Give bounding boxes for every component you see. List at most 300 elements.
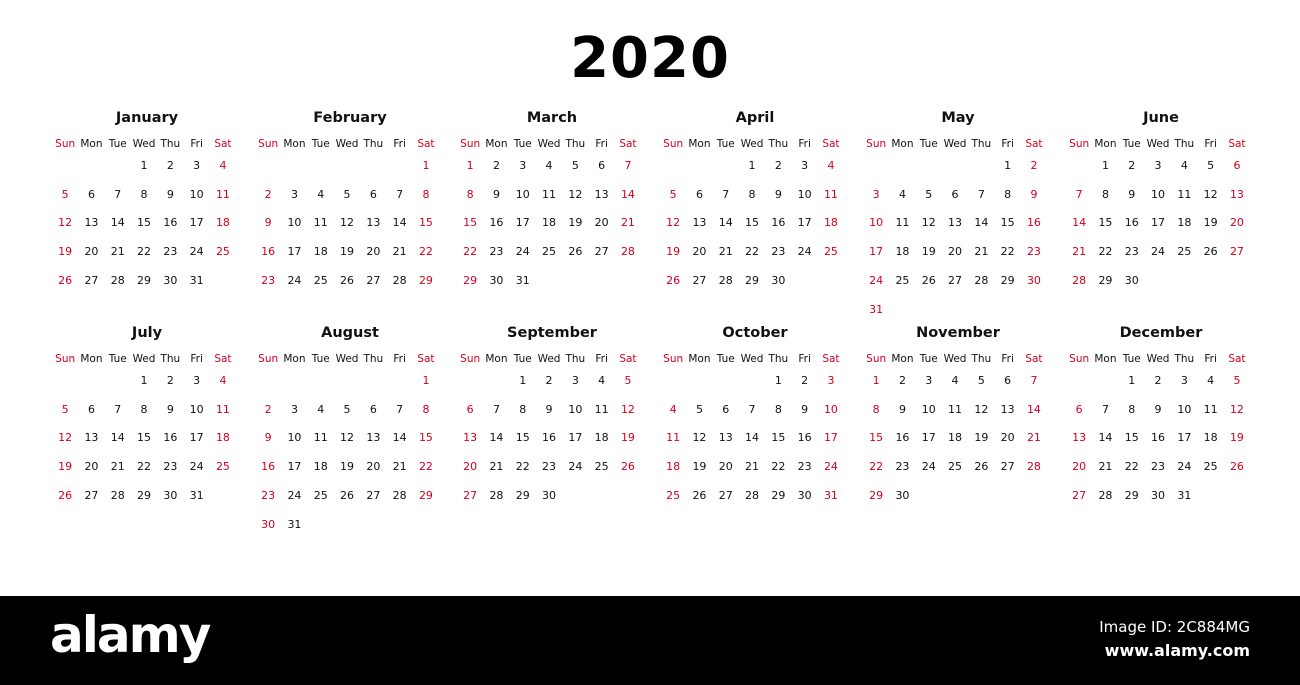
day-cell: 28 — [110, 273, 125, 287]
day-cell: 23 — [1026, 245, 1041, 259]
day-cell: 16 — [1026, 216, 1041, 230]
day-cell: 4 — [951, 374, 959, 387]
alamy-logo: alamy — [50, 606, 210, 664]
day-cell: 16 — [1124, 216, 1139, 230]
day-cell: 8 — [1128, 402, 1136, 416]
day-cell: 8 — [1004, 187, 1012, 201]
day-cell: 25 — [215, 460, 230, 474]
day-cell: 31 — [515, 273, 530, 287]
day-cell: 28 — [1026, 460, 1041, 474]
day-cell: 2 — [166, 374, 174, 387]
weekday-header: Mon — [485, 353, 508, 365]
day-cell: 31 — [287, 517, 302, 531]
day-cell: 30 — [1124, 273, 1139, 287]
weekday-header: Fri — [1204, 353, 1217, 365]
day-cell: 29 — [418, 273, 433, 287]
day-cell: 13 — [84, 216, 99, 230]
weekday-header: Thu — [363, 138, 384, 150]
weekday-header: Thu — [565, 138, 586, 150]
day-cell: 28 — [620, 245, 635, 259]
day-cell: 17 — [921, 431, 936, 445]
day-cell: 18 — [823, 216, 838, 230]
weekday-header: Sun — [866, 138, 887, 150]
weekday-header: Sun — [258, 353, 279, 365]
day-cell: 20 — [366, 245, 381, 259]
day-cell: 2 — [1154, 374, 1162, 387]
day-cell: 26 — [568, 245, 583, 259]
day-cell: 10 — [1177, 402, 1192, 416]
day-cell: 22 — [1124, 460, 1139, 474]
day-cell: 6 — [1233, 159, 1241, 172]
weekday-header: Sat — [822, 353, 840, 365]
day-cell: 7 — [396, 187, 404, 201]
day-cell: 19 — [666, 245, 681, 259]
day-cell: 7 — [624, 159, 632, 172]
day-cell: 22 — [515, 460, 530, 474]
day-cell: 7 — [1075, 187, 1083, 201]
day-cell: 26 — [620, 460, 635, 474]
day-cell: 13 — [84, 431, 99, 445]
day-cell: 14 — [110, 216, 125, 230]
weekday-header: Mon — [891, 353, 914, 365]
day-cell: 20 — [366, 460, 381, 474]
day-cell: 20 — [594, 216, 609, 230]
weekday-header: Fri — [190, 353, 203, 365]
day-cell: 1 — [519, 374, 527, 387]
day-cell: 8 — [422, 402, 430, 416]
day-cell: 29 — [137, 273, 152, 287]
day-cell: 13 — [948, 216, 963, 230]
day-cell: 20 — [1000, 431, 1015, 445]
day-cell: 2 — [545, 374, 553, 387]
day-cell: 27 — [1072, 488, 1087, 502]
weekday-header: Tue — [716, 138, 735, 150]
weekday-header: Sat — [619, 138, 637, 150]
day-cell: 21 — [489, 460, 504, 474]
day-cell: 27 — [1229, 245, 1244, 259]
weekday-header: Wed — [1146, 353, 1170, 365]
day-cell: 30 — [1151, 488, 1166, 502]
day-cell: 1 — [1101, 159, 1109, 172]
day-cell: 4 — [317, 402, 325, 416]
day-cell: 3 — [193, 159, 201, 172]
day-cell: 11 — [542, 187, 557, 201]
month-name: June — [1143, 110, 1179, 126]
day-cell: 10 — [515, 187, 530, 201]
day-cell: 16 — [542, 431, 557, 445]
day-cell: 17 — [189, 431, 204, 445]
day-cell: 2 — [801, 374, 809, 387]
day-cell: 11 — [313, 431, 328, 445]
day-cell: 16 — [163, 431, 178, 445]
weekday-header: Thu — [160, 138, 181, 150]
day-cell: 8 — [872, 402, 880, 416]
day-cell: 16 — [489, 216, 504, 230]
day-cell: 30 — [163, 488, 178, 502]
day-cell: 28 — [489, 488, 504, 502]
weekday-header: Sun — [55, 138, 76, 150]
weekday-header: Tue — [311, 353, 330, 365]
weekday-header: Sat — [417, 138, 435, 150]
day-cell: 6 — [466, 402, 474, 416]
weekday-header: Sat — [1025, 138, 1043, 150]
day-cell: 18 — [666, 460, 681, 474]
day-cell: 20 — [1229, 216, 1244, 230]
day-cell: 3 — [290, 402, 298, 416]
day-cell: 9 — [492, 187, 500, 201]
day-cell: 30 — [489, 273, 504, 287]
day-cell: 22 — [1098, 245, 1113, 259]
day-cell: 2 — [264, 187, 272, 201]
day-cell: 17 — [797, 216, 812, 230]
weekday-header: Thu — [565, 353, 586, 365]
day-cell: 18 — [1177, 216, 1192, 230]
weekday-header: Tue — [108, 138, 127, 150]
day-cell: 18 — [895, 245, 910, 259]
day-cell: 24 — [287, 273, 302, 287]
day-cell: 11 — [1177, 187, 1192, 201]
day-cell: 5 — [1207, 159, 1215, 172]
footer-bar — [0, 596, 1300, 685]
day-cell: 4 — [598, 374, 606, 387]
day-cell: 22 — [463, 245, 478, 259]
weekday-header: Thu — [768, 353, 789, 365]
day-cell: 6 — [1075, 402, 1083, 416]
day-cell: 12 — [666, 216, 681, 230]
day-cell: 27 — [948, 273, 963, 287]
day-cell: 4 — [898, 187, 906, 201]
day-cell: 3 — [571, 374, 579, 387]
weekday-header: Wed — [943, 138, 967, 150]
day-cell: 6 — [369, 402, 377, 416]
site-url: www.alamy.com — [1104, 641, 1250, 660]
day-cell: 8 — [466, 187, 474, 201]
weekday-header: Tue — [311, 138, 330, 150]
day-cell: 5 — [669, 187, 677, 201]
weekday-header: Sun — [258, 138, 279, 150]
day-cell: 7 — [492, 402, 500, 416]
weekday-header: Mon — [80, 353, 103, 365]
day-cell: 30 — [771, 273, 786, 287]
weekday-header: Thu — [768, 138, 789, 150]
day-cell: 10 — [921, 402, 936, 416]
day-cell: 9 — [1154, 402, 1162, 416]
weekday-header: Mon — [688, 138, 711, 150]
day-cell: 8 — [774, 402, 782, 416]
day-cell: 17 — [568, 431, 583, 445]
weekday-header: Sat — [214, 138, 232, 150]
day-cell: 16 — [1151, 431, 1166, 445]
day-cell: 22 — [137, 245, 152, 259]
day-cell: 19 — [1229, 431, 1244, 445]
day-cell: 21 — [974, 245, 989, 259]
day-cell: 12 — [921, 216, 936, 230]
day-cell: 25 — [542, 245, 557, 259]
day-cell: 8 — [140, 402, 148, 416]
day-cell: 4 — [317, 187, 325, 201]
day-cell: 15 — [418, 216, 433, 230]
weekday-header: Fri — [798, 353, 811, 365]
day-cell: 23 — [771, 245, 786, 259]
day-cell: 28 — [974, 273, 989, 287]
day-cell: 29 — [1098, 273, 1113, 287]
weekday-header: Sat — [1228, 353, 1246, 365]
day-cell: 22 — [1000, 245, 1015, 259]
day-cell: 30 — [797, 488, 812, 502]
day-cell: 20 — [84, 245, 99, 259]
weekday-header: Fri — [393, 353, 406, 365]
day-cell: 24 — [1177, 460, 1192, 474]
month-name: August — [321, 325, 379, 341]
weekday-header: Fri — [1001, 353, 1014, 365]
day-cell: 29 — [1124, 488, 1139, 502]
day-cell: 7 — [977, 187, 985, 201]
day-cell: 31 — [189, 488, 204, 502]
day-cell: 5 — [343, 187, 351, 201]
day-cell: 9 — [1030, 187, 1038, 201]
day-cell: 14 — [745, 431, 760, 445]
day-cell: 5 — [571, 159, 579, 172]
day-cell: 25 — [1203, 460, 1218, 474]
day-cell: 15 — [515, 431, 530, 445]
weekday-header: Wed — [132, 138, 156, 150]
day-cell: 7 — [748, 402, 756, 416]
day-cell: 6 — [369, 187, 377, 201]
day-cell: 22 — [771, 460, 786, 474]
day-cell: 15 — [463, 216, 478, 230]
weekday-header: Sat — [214, 353, 232, 365]
day-cell: 1 — [1128, 374, 1136, 387]
weekday-header: Sun — [1069, 138, 1090, 150]
day-cell: 7 — [114, 402, 122, 416]
day-cell: 7 — [722, 187, 730, 201]
day-cell: 26 — [666, 273, 681, 287]
day-cell: 4 — [219, 374, 227, 387]
weekday-header: Sun — [460, 353, 481, 365]
day-cell: 14 — [718, 216, 733, 230]
day-cell: 28 — [1098, 488, 1113, 502]
day-cell: 7 — [1101, 402, 1109, 416]
day-cell: 19 — [340, 460, 355, 474]
day-cell: 20 — [692, 245, 707, 259]
day-cell: 21 — [110, 460, 125, 474]
day-cell: 12 — [568, 187, 583, 201]
day-cell: 29 — [745, 273, 760, 287]
day-cell: 13 — [718, 431, 733, 445]
weekday-header: Fri — [595, 353, 608, 365]
day-cell: 10 — [287, 216, 302, 230]
day-cell: 24 — [189, 460, 204, 474]
day-cell: 17 — [1177, 431, 1192, 445]
day-cell: 21 — [1072, 245, 1087, 259]
day-cell: 18 — [215, 216, 230, 230]
day-cell: 18 — [313, 245, 328, 259]
weekday-header: Wed — [943, 353, 967, 365]
weekday-header: Tue — [513, 138, 532, 150]
day-cell: 5 — [1233, 374, 1241, 387]
day-cell: 23 — [895, 460, 910, 474]
image-id-label: Image ID: 2C884MG — [1099, 618, 1250, 636]
weekday-header: Fri — [798, 138, 811, 150]
day-cell: 10 — [869, 216, 884, 230]
calendar-year-title: 2020 — [570, 26, 730, 91]
day-cell: 27 — [84, 488, 99, 502]
day-cell: 30 — [163, 273, 178, 287]
day-cell: 2 — [264, 402, 272, 416]
day-cell: 22 — [418, 245, 433, 259]
day-cell: 28 — [745, 488, 760, 502]
day-cell: 23 — [542, 460, 557, 474]
day-cell: 15 — [1124, 431, 1139, 445]
weekday-header: Sat — [619, 353, 637, 365]
day-cell: 23 — [261, 488, 276, 502]
day-cell: 14 — [1098, 431, 1113, 445]
day-cell: 14 — [392, 216, 407, 230]
month-name: March — [526, 110, 578, 126]
day-cell: 2 — [1030, 159, 1038, 172]
month-name: May — [941, 110, 975, 126]
day-cell: 2 — [774, 159, 782, 172]
weekday-header: Mon — [891, 138, 914, 150]
day-cell: 24 — [823, 460, 838, 474]
day-cell: 19 — [692, 460, 707, 474]
day-cell: 24 — [1151, 245, 1166, 259]
weekday-header: Thu — [971, 353, 992, 365]
day-cell: 7 — [396, 402, 404, 416]
day-cell: 18 — [594, 431, 609, 445]
day-cell: 27 — [366, 273, 381, 287]
day-cell: 25 — [313, 488, 328, 502]
day-cell: 9 — [264, 216, 272, 230]
day-cell: 10 — [823, 402, 838, 416]
month-name: January — [115, 110, 179, 126]
day-cell: 14 — [1072, 216, 1087, 230]
day-cell: 6 — [1004, 374, 1012, 387]
day-cell: 8 — [1101, 187, 1109, 201]
day-cell: 21 — [392, 460, 407, 474]
day-cell: 15 — [869, 431, 884, 445]
day-cell: 10 — [189, 187, 204, 201]
day-cell: 15 — [1098, 216, 1113, 230]
day-cell: 3 — [193, 374, 201, 387]
day-cell: 1 — [140, 159, 148, 172]
day-cell: 29 — [515, 488, 530, 502]
day-cell: 12 — [58, 431, 73, 445]
day-cell: 19 — [921, 245, 936, 259]
weekday-header: Sun — [663, 138, 684, 150]
day-cell: 4 — [545, 159, 553, 172]
day-cell: 12 — [340, 216, 355, 230]
day-cell: 17 — [515, 216, 530, 230]
day-cell: 16 — [261, 245, 276, 259]
day-cell: 31 — [189, 273, 204, 287]
day-cell: 27 — [718, 488, 733, 502]
day-cell: 31 — [869, 302, 884, 316]
day-cell: 3 — [925, 374, 933, 387]
day-cell: 6 — [951, 187, 959, 201]
day-cell: 14 — [974, 216, 989, 230]
day-cell: 18 — [542, 216, 557, 230]
day-cell: 7 — [114, 187, 122, 201]
day-cell: 21 — [620, 216, 635, 230]
weekday-header: Tue — [716, 353, 735, 365]
day-cell: 29 — [137, 488, 152, 502]
day-cell: 1 — [1004, 159, 1012, 172]
weekday-header: Mon — [283, 353, 306, 365]
day-cell: 29 — [463, 273, 478, 287]
day-cell: 25 — [895, 273, 910, 287]
day-cell: 28 — [1072, 273, 1087, 287]
day-cell: 16 — [771, 216, 786, 230]
day-cell: 4 — [1180, 159, 1188, 172]
day-cell: 2 — [492, 159, 500, 172]
day-cell: 13 — [1072, 431, 1087, 445]
day-cell: 24 — [869, 273, 884, 287]
day-cell: 20 — [1072, 460, 1087, 474]
weekday-header: Tue — [919, 138, 938, 150]
day-cell: 5 — [977, 374, 985, 387]
weekday-header: Sun — [55, 353, 76, 365]
day-cell: 15 — [418, 431, 433, 445]
day-cell: 26 — [921, 273, 936, 287]
day-cell: 25 — [666, 488, 681, 502]
day-cell: 19 — [1203, 216, 1218, 230]
day-cell: 24 — [797, 245, 812, 259]
day-cell: 30 — [1026, 273, 1041, 287]
day-cell: 27 — [594, 245, 609, 259]
day-cell: 26 — [974, 460, 989, 474]
day-cell: 24 — [189, 245, 204, 259]
day-cell: 1 — [140, 374, 148, 387]
weekday-header: Mon — [485, 138, 508, 150]
day-cell: 18 — [1203, 431, 1218, 445]
day-cell: 10 — [287, 431, 302, 445]
weekday-header: Sat — [1025, 353, 1043, 365]
day-cell: 4 — [669, 402, 677, 416]
day-cell: 28 — [392, 273, 407, 287]
day-cell: 23 — [489, 245, 504, 259]
day-cell: 3 — [290, 187, 298, 201]
day-cell: 7 — [1030, 374, 1038, 387]
day-cell: 16 — [797, 431, 812, 445]
day-cell: 9 — [898, 402, 906, 416]
weekday-header: Tue — [1122, 138, 1141, 150]
day-cell: 18 — [313, 460, 328, 474]
day-cell: 12 — [1203, 187, 1218, 201]
day-cell: 4 — [219, 159, 227, 172]
day-cell: 30 — [542, 488, 557, 502]
weekday-header: Mon — [1094, 353, 1117, 365]
day-cell: 3 — [827, 374, 835, 387]
weekday-header: Fri — [190, 138, 203, 150]
day-cell: 12 — [58, 216, 73, 230]
day-cell: 21 — [1098, 460, 1113, 474]
day-cell: 19 — [568, 216, 583, 230]
weekday-header: Tue — [919, 353, 938, 365]
day-cell: 20 — [948, 245, 963, 259]
day-cell: 13 — [692, 216, 707, 230]
weekday-header: Wed — [537, 353, 561, 365]
day-cell: 3 — [1180, 374, 1188, 387]
day-cell: 6 — [695, 187, 703, 201]
day-cell: 30 — [895, 488, 910, 502]
day-cell: 16 — [163, 216, 178, 230]
day-cell: 25 — [594, 460, 609, 474]
day-cell: 28 — [110, 488, 125, 502]
weekday-header: Sun — [460, 138, 481, 150]
weekday-header: Fri — [1001, 138, 1014, 150]
weekday-header: Wed — [1146, 138, 1170, 150]
